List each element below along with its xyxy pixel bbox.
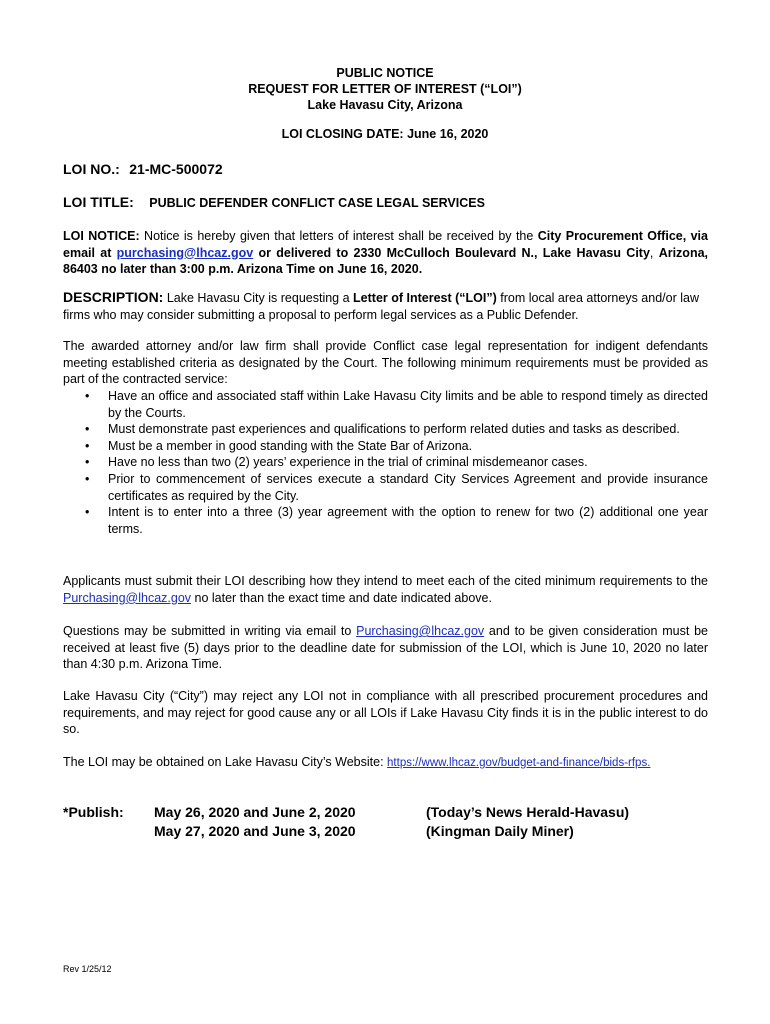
publish-label: *Publish: — [63, 804, 124, 820]
loi-notice-bold-3: Arizona, 86403 no later than 3:00 p.m. Arizona Time on June 16, 2020. — [63, 245, 708, 277]
loi-number — [63, 161, 708, 179]
publish-dates-2: May 27, 2020 and June 3, 2020 — [154, 823, 356, 839]
applicants-text-1: Applicants must submit their LOI describing how they intend to meet each of the cited minimum requirements to the — [63, 574, 708, 588]
reject-paragraph: Lake Havasu City (“City”) may reject any LOI not in compliance with all prescribed procurement procedures and requirements, and may reject for good cause any or all LOIs if Lake Havasu City finds it is in the public interest to do so. — [63, 689, 708, 737]
website-link[interactable]: https://www.lhcaz.gov/budget-and-finance/bids-rfps. — [387, 757, 651, 769]
loi-number-value: 21-MC-500072 — [129, 161, 223, 177]
city-heading: Lake Havasu City, Arizona — [307, 98, 463, 112]
questions-text-1: Questions may be submitted in writing via email to — [63, 624, 357, 638]
description-paragraph — [63, 289, 708, 323]
loi-notice-paragraph — [63, 228, 708, 278]
bullet-icon: • — [85, 455, 90, 470]
closing-date: LOI CLOSING DATE: June 16, 2020 — [281, 127, 489, 141]
requirement-text: Intent is to enter into a three (3) year agreement with the option to renew for two (2) additional one year terms. — [108, 505, 708, 536]
requirement-item — [63, 454, 708, 471]
requirement-item — [63, 421, 708, 438]
loi-notice-sep: , — [649, 245, 659, 260]
website-paragraph — [63, 754, 708, 772]
requirement-text: Have an office and associated staff within Lake Havasu City limits and be able to respond timely as directed by the Courts. — [108, 389, 708, 420]
bullet-icon: • — [85, 438, 90, 453]
loi-notice-label: LOI NOTICE: — [63, 229, 140, 243]
questions-text-2: and to be given consideration must be received at least five (5) days prior to the deadline date for submission of the LOI, which is June 10, 2020 no later than 4:30 p.m. Arizona Time. — [63, 624, 708, 672]
bullet-icon: • — [85, 422, 90, 437]
requirement-text: Have no less than two (2) years’ experience in the trial of criminal misdemeanor cases. — [108, 455, 588, 470]
questions-email-link[interactable]: Purchasing@lhcaz.gov — [356, 624, 485, 638]
loi-number-label: LOI NO.: — [63, 161, 120, 177]
loi-title — [63, 194, 708, 212]
description-text-2: from local area attorneys and/or law firms who may consider submitting a proposal to perform legal services as a Public Defender. — [63, 291, 699, 322]
bullet-icon: • — [85, 505, 90, 520]
bullet-icon: • — [85, 471, 90, 486]
loi-title-value: PUBLIC DEFENDER CONFLICT CASE LEGAL SERVICES — [149, 196, 485, 210]
requirement-item — [63, 504, 708, 537]
requirement-text: Prior to commencement of services execute a standard City Services Agreement and provide insurance certificates as required by the City. — [108, 471, 708, 503]
applicants-email-link[interactable]: Purchasing@lhcaz.gov — [63, 590, 192, 605]
publish-dates-1: May 26, 2020 and June 2, 2020 — [154, 804, 356, 820]
requirement-text: Must demonstrate past experiences and qualifications to perform related duties and tasks as described. — [108, 422, 680, 437]
description-label: DESCRIPTION: — [63, 289, 164, 305]
request-heading: REQUEST FOR LETTER OF INTEREST (“LOI”) — [248, 82, 522, 96]
revision-footer: Rev 1/25/12 — [63, 964, 112, 974]
questions-paragraph — [63, 623, 708, 673]
requirement-item — [63, 388, 708, 421]
bullet-icon: • — [85, 389, 90, 403]
requirement-item — [63, 438, 708, 455]
website-text: The LOI may be obtained on Lake Havasu City’s Website: — [63, 755, 388, 769]
loi-title-label: LOI TITLE: — [63, 194, 134, 210]
notice-heading: PUBLIC NOTICE — [336, 66, 434, 80]
description-text-1: Lake Havasu City is requesting a — [163, 291, 354, 305]
publish-paper-1: (Today’s News Herald-Havasu) — [426, 804, 630, 820]
loi-notice-text: Notice is hereby given that letters of interest shall be received by the — [139, 229, 538, 243]
requirements-list — [63, 388, 708, 537]
description-bold: Letter of Interest (“LOI”) — [353, 291, 497, 305]
loi-notice-bold-2: or delivered to 2330 McCulloch Boulevard N., Lake Havasu City — [253, 245, 650, 260]
requirement-text: Must be a member in good standing with the State Bar of Arizona. — [108, 438, 473, 453]
publish-paper-2: (Kingman Daily Miner) — [426, 823, 574, 839]
applicants-paragraph — [63, 573, 708, 606]
awarded-paragraph: The awarded attorney and/or law firm shall provide Conflict case legal representation for indigent defendants meeting established criteria as designated by the Court. The following minimum requirements must be provided as part of the contracted service: — [63, 339, 708, 387]
loi-notice-bold-1: City Procurement Office, via email at — [63, 229, 708, 260]
requirement-item — [63, 471, 708, 504]
procurement-email-link[interactable]: purchasing@lhcaz.gov — [116, 245, 254, 260]
applicants-text-2: no later than the exact time and date indicated above. — [191, 590, 492, 605]
